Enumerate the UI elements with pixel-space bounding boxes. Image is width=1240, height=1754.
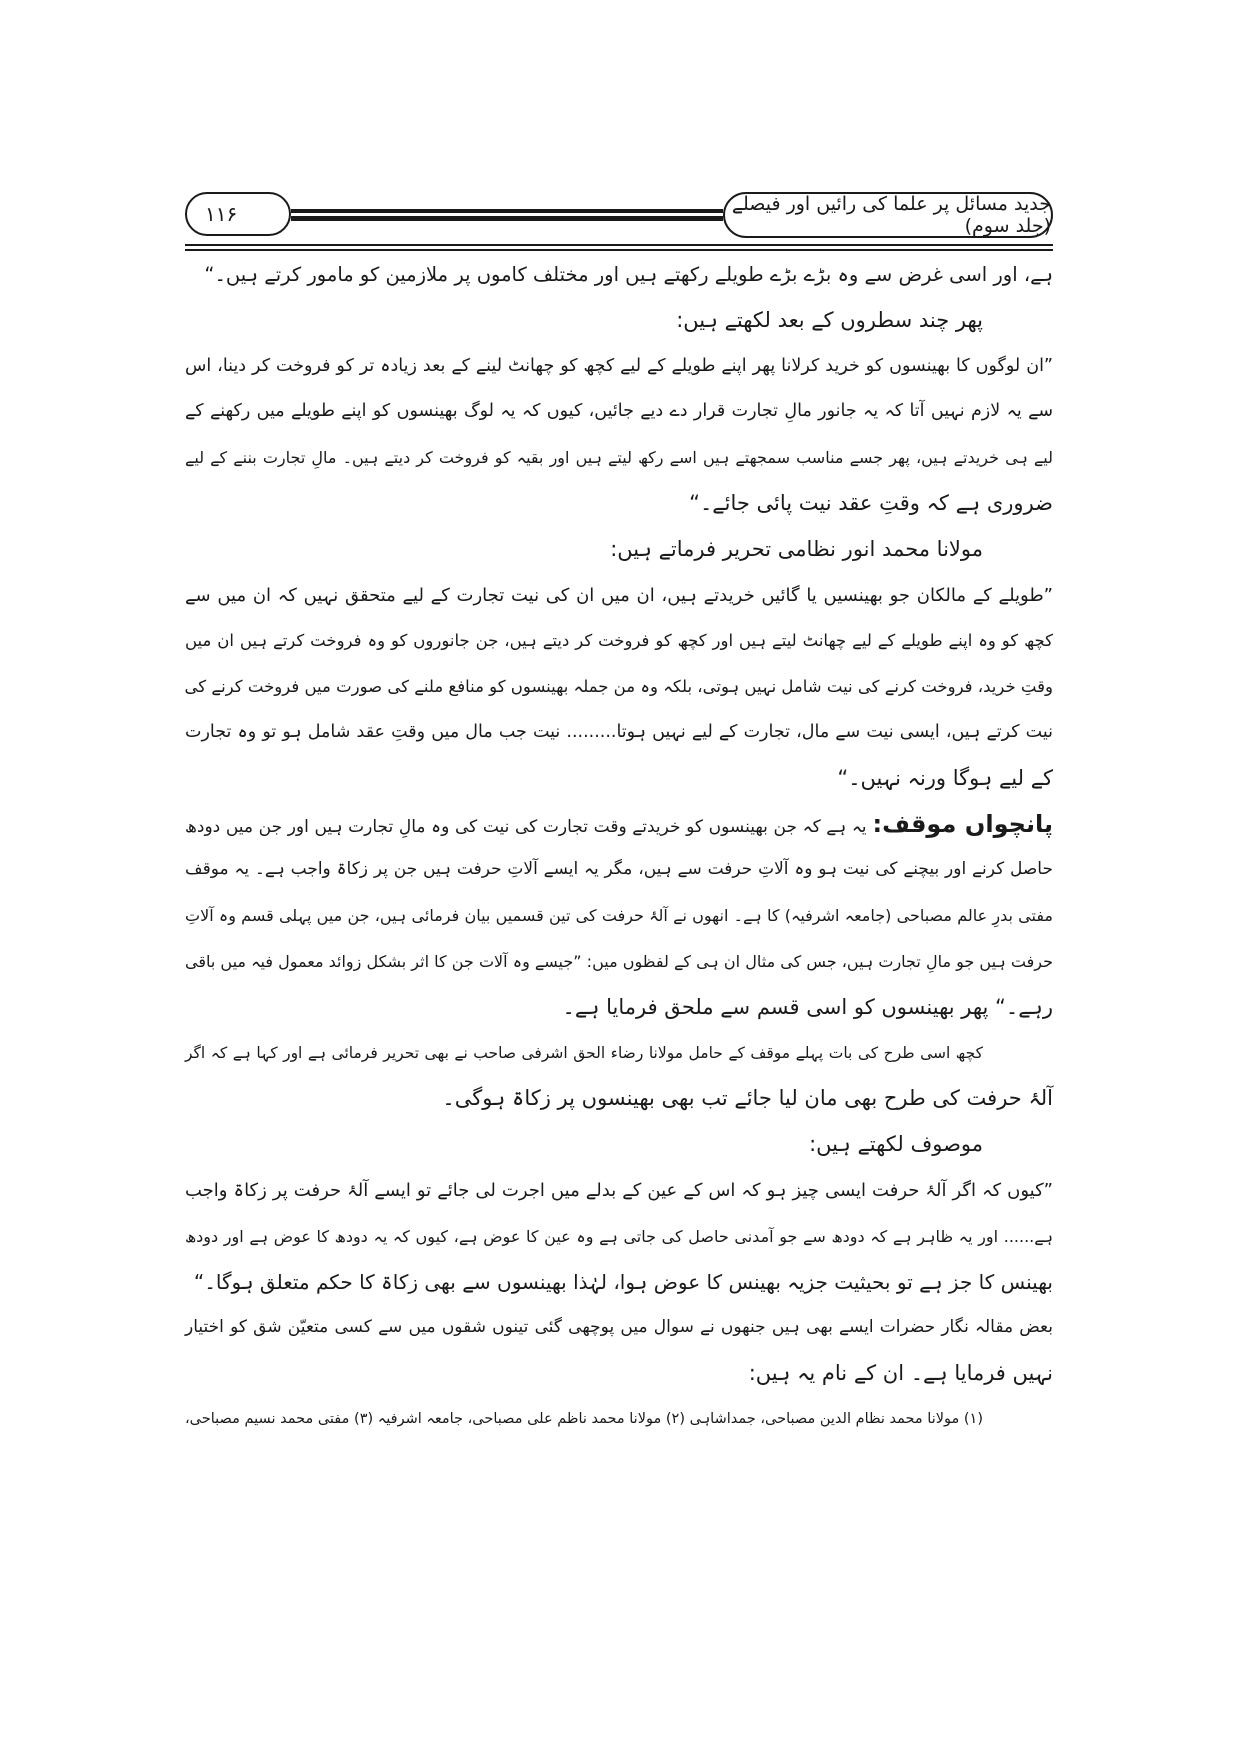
text-line [185, 802, 1053, 848]
header-divider [291, 209, 723, 213]
line-text: حرفت ہیں جو مالِ تجارت ہیں، جس کی مثال ان ہی کے لفظوں میں: ”جیسے وہ آلات جن کا اثر بشکل زوائد معمول فیہ میں باقی [185, 951, 1053, 971]
page-number-box [185, 192, 291, 236]
text-line [185, 252, 1053, 298]
text-line [185, 1260, 1053, 1306]
text-line [185, 1076, 1053, 1122]
text-line [185, 1305, 1053, 1351]
text-line [185, 1397, 1053, 1443]
text-line [185, 389, 1053, 435]
text-line [185, 1168, 1053, 1214]
header-rule [185, 249, 1053, 251]
text-line [185, 1351, 1053, 1397]
section-heading: پانچواں موقف: [872, 809, 1053, 838]
line-text: آلۂ حرفت کی طرح بھی مان لیا جائے تب بھی بھینسوں پر زکاۃ ہوگی۔ [442, 1086, 1053, 1111]
text-line [185, 985, 1053, 1031]
line-text: ”کیوں کہ اگر آلۂ حرفت ایسی چیز ہو کہ اس کے عین کے بدلے میں اجرت لی جائے تو ایسے آلۂ حرفت پر زکاۃ واجب [185, 1179, 1053, 1201]
text-line [185, 710, 1053, 756]
line-text: نیت کرتے ہیں، ایسی نیت سے مال، تجارت کے لیے نہیں ہوتا......... نیت جب مال میں وقتِ عقد شامل ہو تو وہ تجارت [185, 721, 1053, 742]
header-rule [185, 244, 1053, 246]
line-text: ہے...... اور یہ ظاہر ہے کہ دودھ سے جو آمدنی حاصل کی جاتی ہے وہ عین کا عوض ہے، کیوں کہ یہ دودھ کا عوض ہے اور دودھ [185, 1226, 1053, 1246]
line-text: موصوف لکھتے ہیں: [809, 1132, 983, 1157]
line-text: رہے۔“ پھر بھینسوں کو اسی قسم سے ملحق فرمایا ہے۔ [562, 994, 1053, 1019]
line-text: پھر چند سطروں کے بعد لکھتے ہیں: [676, 307, 983, 332]
line-text: بعض مقالہ نگار حضرات ایسے بھی ہیں جنھوں نے سوال میں پوچھی گئی تینوں شقوں میں سے کسی متعیّن شق کو اختیار [185, 1317, 1053, 1338]
text-line [185, 893, 1053, 939]
text-line [185, 435, 1053, 481]
line-text: ہے، اور اسی غرض سے وہ بڑے بڑے طویلے رکھتے ہیں اور مختلف کاموں پر ملازمین کو مامور کرتے ہیں۔“ [204, 263, 1053, 286]
line-text: مفتی بدرِ عالم مصباحی (جامعہ اشرفیہ) کا ہے۔ انھوں نے آلۂ حرفت کی تین قسمیں بیان فرمائی ہیں، جن میں پہلی قسم وہ آلاتِ [185, 906, 1053, 926]
text-line [185, 618, 1053, 664]
text-line [185, 1214, 1053, 1260]
page-number: ۱۱۶ [205, 202, 238, 226]
line-text: لیے ہی خریدتے ہیں، پھر جسے مناسب سمجھتے ہیں اسے رکھ لیتے ہیں اور بقیہ کو فروخت کر دیتے ہیں۔ مالِ تجارت بننے کے لیے [185, 448, 1053, 468]
text-line [185, 1122, 1053, 1168]
line-text: یہ ہے کہ جن بھینسوں کو خریدتے وقت تجارت کی نیت کی وہ مالِ تجارت ہیں اور جن میں دودھ [185, 816, 867, 837]
line-text: ”طویلے کے مالکان جو بھینسیں یا گائیں خریدتے ہیں، ان میں ان کی نیت تجارت کے لیے متحقق نہیں کہ ان میں سے [185, 584, 1053, 606]
running-title: جدید مسائل پر علما کی رائیں اور فیصلے (جلد سوم) [731, 193, 1051, 237]
running-title-box [723, 192, 1053, 238]
text-line [185, 481, 1053, 527]
text-line [185, 756, 1053, 802]
text-line [185, 1031, 1053, 1077]
text-line [185, 664, 1053, 710]
text-line [185, 847, 1053, 893]
line-text: وقتِ خرید، فروخت کرنے کی نیت شامل نہیں ہوتی، بلکہ وہ من جملہ بھینسوں کو منافع ملنے کی صورت میں فروخت کرنے کی [184, 677, 1053, 697]
body-text [185, 252, 1053, 1443]
text-line [185, 298, 1053, 344]
line-text: (۱) مولانا محمد نظام الدین مصباحی، جمداشاہی (۲) مولانا محمد ناظم علی مصباحی، جامعہ اشرفیہ (۳) مفتی محمد نسیم مصباحی، [185, 1410, 984, 1427]
line-text: مولانا محمد انور نظامی تحریر فرماتے ہیں: [610, 536, 983, 561]
header-divider [291, 216, 723, 221]
text-line [185, 527, 1053, 573]
line-text: نہیں فرمایا ہے۔ ان کے نام یہ ہیں: [748, 1361, 1053, 1386]
line-text: کچھ اسی طرح کی بات پہلے موقف کے حامل مولانا رضاء الحق اشرفی صاحب نے بھی تحریر فرمائی ہے اور کہا ہے کہ اگر [185, 1043, 983, 1062]
line-text: حاصل کرنے اور بیچنے کی نیت ہو وہ آلاتِ حرفت سے ہیں، مگر یہ ایسے آلاتِ حرفت ہیں جن پر زکاۃ واجب ہے۔ یہ موقف [185, 859, 1053, 880]
line-text: ضروری ہے کہ وقتِ عقد نیت پائی جائے۔“ [689, 490, 1053, 515]
text-line [185, 573, 1053, 619]
line-text: بھینس کا جز ہے تو بحیثیت جزیہ بھینس کا عوض ہوا، لہٰذا بھینسوں سے بھی زکاۃ کا حکم متعلق ہوگا۔“ [193, 1269, 1053, 1294]
line-text: کچھ کو وہ اپنے طویلے کے لیے چھانٹ لیتے ہیں اور کچھ کو فروخت کر دیتے ہیں، جن جانوروں کو وہ فروخت کرتے ہیں ان میں [185, 631, 1053, 651]
line-text: ”ان لوگوں کا بھینسوں کو خرید کرلانا پھر اپنے طویلے کے لیے کچھ کو چھانٹ لینے کے بعد زیادہ تر کو فروخت کر دینا، اس [185, 355, 1053, 376]
text-line [185, 344, 1053, 390]
line-text: سے یہ لازم نہیں آتا کہ یہ جانور مالِ تجارت قرار دے دیے جائیں، کیوں کہ یہ لوگ بھینسوں کو اپنے طویلے میں رکھنے کے [185, 401, 1053, 422]
text-line [185, 939, 1053, 985]
line-text: کے لیے ہوگا ورنہ نہیں۔“ [837, 765, 1053, 790]
